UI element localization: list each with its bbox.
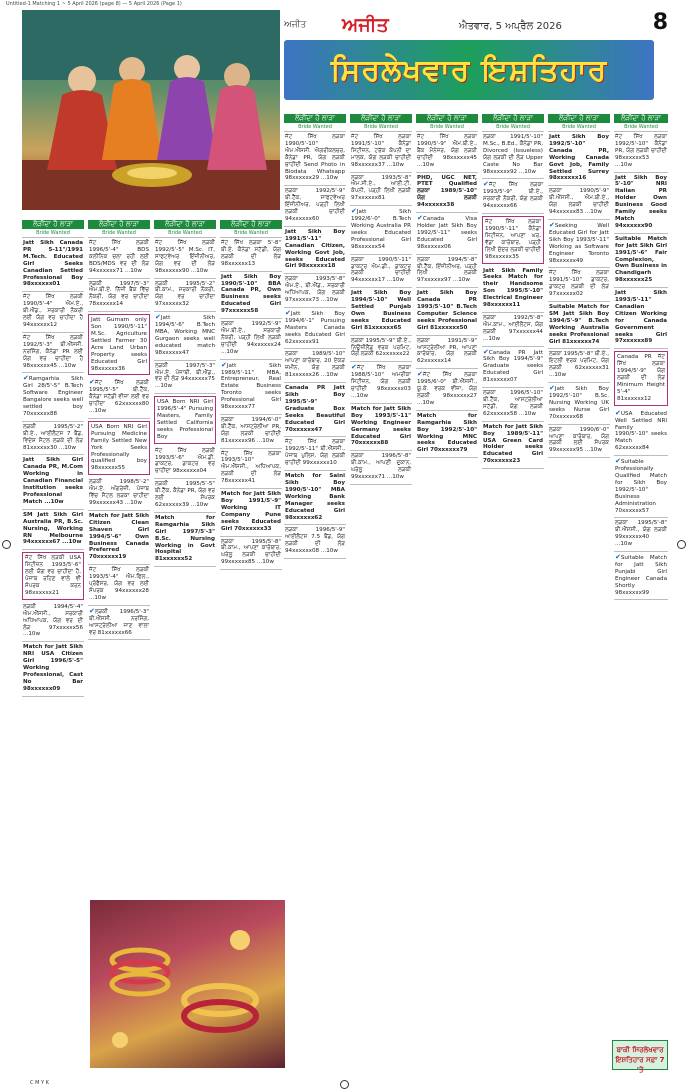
classified-ad: ਲੜਕਾ 1991/5'-10" M.Sc., B.Ed., ਕੈਨੇਡਾ PR, Divorced (Issueless) ਯੋਗ ਲੜਕੀ ਦੀ ਲੋੜ Upper Caste No Bar 98xxxxxx92 ...10w (482, 132, 544, 179)
column-subheader: Bride Wanted (614, 123, 668, 132)
classified-ad: ✔ Suitable Professionally Qualified Match for Sikh Boy 1992/5'-10" Business Administration 70xxxxxx57 (614, 456, 668, 518)
classified-ad: Jatt Sikh Boy 1990/5'-10" BBA Canada PR, Own Business seeks Educated Girl 97xxxxxx58 (220, 272, 282, 319)
classified-ad: ✔ Jatt Sikh 1992/6'-0" B.Tech Working Australia PR seeks Educated Professional Girl 98xxxxxx54 (350, 206, 412, 254)
classified-ad: Canada PR Jatt Sikh Boy 1995/5'-9" Graduate Box Seeks Beautiful Educated Girl 70xxxxxx47 (284, 383, 346, 437)
column-subheader: Bride Wanted (22, 229, 84, 238)
classified-ad: ✔ Canada PR Jatt Sikh Boy 1994/5'-9" Graduate seeks Educated Girl 81xxxxxx07 (482, 347, 544, 389)
print-slug: Untitled-1 Matching 1 ~ 5 April 2026 (page 8) — 5 April 2026 (Page 1) (6, 1, 182, 7)
illustration-women-festival-art (22, 10, 280, 210)
classified-column (88, 220, 150, 895)
column-header: ਲੋੜੀਂਦਾ ਹੈ ਲਾੜਾ (284, 114, 346, 123)
classified-ad: ਲੜਕਾ 1996/5'-8" ਬੀ.ਕਾਮ., ਆਪਣੀ ਦੁਕਾਨ, ਘਰੇਲੂ ਲੜਕੀ 99xxxxxx71 ...10w (350, 451, 412, 485)
classified-ad: ਜੱਟ ਸਿੱਖ ਲੜਕੀ 1996/5'-4" BDS ਕਲੀਨਿਕ ਚਲਾ ਰਹੀ ਲਈ BDS/MDS ਵਰ ਦੀ ਲੋੜ 94xxxxxx71 ...10w (88, 238, 150, 279)
issue-date: ਐਤਵਾਰ, 5 ਅਪ੍ਰੈਲ 2026 (459, 21, 562, 32)
page-number: 8 (652, 10, 668, 35)
footer-continuation-note (612, 1040, 668, 1074)
classified-ad: ਲੜਕਾ 1992/5'-9" ਐਮ.ਬੀ.ਏ., ਸਰਕਾਰੀ ਨੌਕਰੀ, ਪੜ੍ਹੀ ਲਿਖੀ ਲੜਕੀ ਚਾਹੀਦੀ 94xxxxxx24 ...10w (220, 319, 282, 360)
column-subheader: Bride Wanted (350, 123, 412, 132)
column-header: ਲੋੜੀਂਦਾ ਹੈ ਲਾੜਾ (22, 220, 84, 229)
classified-ad: ਲੜਕਾ 1992/5'-8" ਐਮ.ਕਾਮ., ਆਈਲੈਟਸ, ਯੋਗ ਲੜਕੀ 97xxxxxx44 ...10w (482, 313, 544, 347)
classified-ad: ਜੱਟ ਸਿੱਖ ਲੜਕਾ 1991/5'-10" ਡਾਕਟਰ, ਡਾਕਟਰ ਲੜਕੀ ਦੀ ਲੋੜ 97xxxxxx02 (548, 268, 610, 302)
classified-column (482, 114, 544, 1069)
classified-column (350, 114, 412, 1069)
classified-ad: ਲੜਕਾ 1993/5'-8" ਐਮ.ਏ., ਬੀ.ਐੱਡ., ਸਰਕਾਰੀ ਅਧਿਆਪਕ, ਯੋਗ ਲੜਕੀ 97xxxxxx73 ...10w (284, 274, 346, 308)
classified-ad: ਲੜਕਾ 1991/5'-9" ਆਸਟ੍ਰੇਲੀਆ PR, ਆਪਣਾ ਕਾਰੋਬਾਰ, ਯੋਗ ਲੜਕੀ 62xxxxxx14 (416, 336, 478, 370)
classified-ad: ਲੜਕੀ 1998/5'-2" ਐਮ.ਏ. ਅੰਗਰੇਜ਼ੀ, ਪੰਜਾਬ ਵਿੱਚ ਸੈਟਲ ਲੜਕਾ ਚਾਹੀਦਾ 99xxxxxx43 ...10w (88, 477, 150, 511)
classified-ad: Match for Jatt Sikh NRI USA Citizen Girl 1996/5'-5" Working Professional, Cast No Bar 98xxxxxx09 (22, 642, 84, 696)
column-subheader: Bride Wanted (482, 123, 544, 132)
classified-column (22, 220, 84, 1065)
classified-ad: Match for Ramgarhia Sikh Girl 1997/5'-3" B.Sc. Nursing Working in Govt Hospital 81xxxxxx52 (154, 513, 216, 567)
classified-ad: ਲੜਕੀ 1995/5'-5" ਬੀ.ਟੈੱਕ, ਕੈਨੇਡਾ PR, ਯੋਗ ਵਰ ਲਈ ਸੰਪਰਕ 62xxxxxx39 ...10w (154, 479, 216, 513)
classified-ad: ਜੱਟ ਸਿੱਖ ਲੜਕੀ 1993/5'-6" ਐਮ.ਡੀ. ਡਾਕਟਰ, ਡਾਕਟਰ ਵਰ ਚਾਹੀਦਾ 98xxxxxx04 (154, 446, 216, 480)
column-subheader: Bride Wanted (154, 229, 216, 238)
classified-ad: ✔ Canada Visa Holder Jatt Sikh Boy 1992/5'-11" seeks Educated Girl 98xxxxxx06 (416, 213, 478, 255)
column-header: ਲੋੜੀਂਦਾ ਹੈ ਲਾੜਾ (88, 220, 150, 229)
column-subheader: Bride Wanted (220, 229, 282, 238)
color-bar-label: C M Y K (30, 1080, 49, 1086)
classified-ad: Jatt Sikh 1993/5'-11" Canadian Citizen Working for Canada Government seeks Girl 97xxxxxx89 (614, 288, 668, 349)
classified-ad: Canada PR ਜੱਟ ਸਿੱਖ ਲੜਕਾ 1994/5'-9" ਯੋਗ ਲੜਕੀ ਦੀ ਲੋੜ Minimum Height 5'-4" 81xxxxxx12 (614, 351, 668, 405)
column-header: ਲੋੜੀਂਦਾ ਹੈ ਲਾੜਾ (416, 114, 478, 123)
classified-ad: ਜੱਟ ਸਿੱਖ ਲੜਕੀ 1993/5'-4" ਐਮ.ਫਿਲ., ਪ੍ਰੋਫੈਸਰ, ਯੋਗ ਵਰ ਲਈ ਸੰਪਰਕ 94xxxxxx28 ...10w (88, 565, 150, 606)
classified-ad: Match for Saini Sikh Boy 1990/5'-10" MBA Working Bank Manager seeks Educated Girl 98xxxxxx62 (284, 471, 346, 525)
classified-ad: ਲੜਕੀ 1997/5'-3" ਐਮ.ਬੀ.ਏ. ਨਿੱਜੀ ਬੈਂਕ ਵਿੱਚ ਨੌਕਰੀ, ਯੋਗ ਵਰ ਚਾਹੀਦਾ 78xxxxxx14 (88, 279, 150, 313)
classified-ad: ਜੱਟ ਸਿੱਖ ਲੜਕਾ 1992/5'-11" ਬੀ.ਐੱਸਸੀ., ਪੰਜਾਬ ਪੁਲਿਸ, ਯੋਗ ਲੜਕੀ ਚਾਹੀਦੀ 99xxxxxx10 (284, 437, 346, 471)
newspaper-page (22, 10, 668, 1082)
classified-ad: Suitable Match for SM Jatt Sikh Boy 1994/5'-9" B.Tech Working Australia seeks Professional Girl 81xxxxxx74 (548, 302, 610, 349)
classified-ad: ਲੜਕੀ 1995/5'-2" ਬੀ.ਏ., ਆਈਲੈਟਸ 7 ਬੈਂਡ, ਵਿਦੇਸ਼ ਸੈਟਲ ਲੜਕੇ ਦੀ ਲੋੜ 81xxxxxx30 ...10w (22, 422, 84, 456)
classified-ad: ✔ ਜੱਟ ਸਿੱਖ ਲੜਕਾ 1988/5'-10" ਅਮਰੀਕਾ ਸਿਟੀਜ਼ਨ, ਯੋਗ ਲੜਕੀ ਚਾਹੀਦੀ 98xxxxxx03 ...10w (350, 362, 412, 404)
classified-ad: ਜੱਟ ਸਿੱਖ ਲੜਕੀ 1992/5'-3" ਬੀ.ਐੱਸਸੀ. ਨਰਸਿੰਗ, ਕੈਨੇਡਾ PR ਲਈ ਯੋਗ ਵਰ ਚਾਹੀਦਾ ਹੈ 98xxxxxx45 ...10w (22, 333, 84, 374)
classified-ad: Jatt Sikh Boy Canada PR 1993/5'-10" B.Tech Computer Science seeks Professional Girl 81xxxxxx50 (416, 288, 478, 335)
column-header: ਲੋੜੀਂਦਾ ਹੈ ਲਾੜਾ (482, 114, 544, 123)
classified-ad: ਲੜਕਾ 1989/5'-10" ਆਪਣਾ ਕਾਰੋਬਾਰ, 20 ਏਕੜ ਜ਼ਮੀਨ, ਯੋਗ ਲੜਕੀ 81xxxxxx26 ...10w (284, 349, 346, 383)
column-subheader: Bride Wanted (88, 229, 150, 238)
classified-ad: ਲੜਕਾ 1996/5'-10" ਬੀ.ਟੈੱਕ, ਆਸਟ੍ਰੇਲੀਆ ਸਟੱਡੀ, ਯੋਗ ਲੜਕੀ 62xxxxxx58 ...10w (482, 388, 544, 422)
classified-ad: USA Born NRI Girl 1996/5'-4" Pursuing Masters, Family Settled California seeks Professional Boy (154, 396, 216, 443)
classified-ad: ਲੜਕਾ 1994/5'-8" ਬੀ.ਟੈੱਕ, ਇੰਜੀਨੀਅਰ, ਪੜ੍ਹੀ ਲਿਖੀ ਲੜਕੀ 97xxxxxx97 ...10w (416, 255, 478, 289)
classified-ad: ✔ Seeking Well Educated Girl for Jatt Sikh Boy 1993/5'-11" Working as Software Engineer Toronto 98xxxxxx49 (548, 220, 610, 268)
classified-column (416, 114, 478, 1069)
classified-ad: ਜੱਟ ਸਿੱਖ ਲੜਕਾ 5'-8" ਬੀ.ਏ. ਕੈਨੇਡਾ ਸਟੱਡੀ, ਯੋਗ ਲੜਕੀ ਦੀ ਲੋੜ 98xxxxxx13 (220, 238, 282, 272)
classified-ad: ਲੜਕਾ 1995/5'-8" ਬੀ.ਐੱਸਸੀ., ਯੋਗ ਲੜਕੀ 99xxxxxx40 ...10w (614, 518, 668, 552)
classified-ad: USA Born NRI Girl Pursuing Medicine Family Settled New York Seeks Professionally qualified boy 98xxxxxx55 (88, 421, 150, 475)
classified-ad: Jatt Sikh Canada PR 5-11"/1991 M.Tech. Educated Girl Seeks Canadian Settled Professional Boy 98xxxxxx01 (22, 238, 84, 292)
classified-ad: ✔ Jatt Sikh Boy 1994/6'-1" Pursuing Masters Canada seeks Educated Girl 62xxxxxx91 (284, 308, 346, 350)
classified-ad: Jatt Gurnam only Son 1990/5'-11" M.Sc. Agriculture Settled Farmer 30 Acre Land Urban Property seeks Educated Girl 98xxxxxx36 (88, 314, 150, 375)
classified-ad: ਲੜਕਾ 1995/5'-8" ਬੀ.ਏ., ਇਟਲੀ ਵਰਕ ਪਰਮਿਟ, ਯੋਗ ਲੜਕੀ 62xxxxxx31 ...10w (548, 349, 610, 383)
classified-ad: SM Jatt Sikh Girl Australia PR, B.Sc. Nursing, Working RN Melbourne 94xxxxxx67 ...10w (22, 510, 84, 551)
classified-ad: ਜੱਟ ਸਿੱਖ ਲੜਕਾ 1992/5'-10" ਕੈਨੇਡਾ PR, ਯੋਗ ਲੜਕੀ ਚਾਹੀਦੀ 98xxxxxx53 ...10w (614, 132, 668, 173)
classified-ad: ਲੜਕਾ 1993/5'-8" ਐਮ.ਸੀ.ਏ., ਆਈ.ਟੀ. ਕੰਪਨੀ, ਪੜ੍ਹੀ ਲਿਖੀ ਲੜਕੀ 97xxxxxx81 (350, 173, 412, 207)
classified-ad: ਲੜਕੀ 1997/5'-3" ਐਮ.ਏ. ਪੰਜਾਬੀ, ਬੀ.ਐੱਡ., ਵਰ ਦੀ ਲੋੜ 94xxxxxx75 ...10w (154, 361, 216, 395)
brand-small-label: ਅਜੀਤ (284, 20, 307, 30)
masthead (284, 10, 668, 106)
classified-ad: ਲੜਕਾ 1990/6'-0" ਆਪਣਾ ਕਾਰੋਬਾਰ, ਯੋਗ ਲੜਕੀ ਲਈ ਸੰਪਰਕ 99xxxxxx95 ...10w (548, 425, 610, 459)
classified-ad: ਜੱਟ ਸਿੱਖ ਲੜਕੀ 1990/5'-4" ਐਮ.ਏ., ਬੀ.ਐੱਡ., ਸਰਕਾਰੀ ਨੌਕਰੀ ਲਈ ਯੋਗ ਵਰ ਚਾਹੀਦਾ ਹੈ 94xxxxxx12 (22, 292, 84, 333)
classified-ad: ✔ Suitable Match for Jatt Sikh Punjabi Girl Engineer Canada Shortly 98xxxxxx99 (614, 552, 668, 600)
illustration-bangles (90, 900, 285, 1068)
registration-mark-right (677, 540, 686, 549)
classified-ad: Jatt Sikh Girl Canada PR, M.Com Working in Canadian Financial Institution seeks Professional Match ...10w (22, 455, 84, 509)
classified-column (220, 220, 282, 895)
classified-ad: ਜੱਟ ਸਿੱਖ ਲੜਕਾ 1991/5'-10" ਕੈਨੇਡਾ ਸਿਟੀਜ਼ਨ, ਟਰੱਕ ਕੰਪਨੀ ਦਾ ਮਾਲਕ, ਯੋਗ ਲੜਕੀ ਚਾਹੀਦੀ 98xxxxxx37 ...10w (350, 132, 412, 173)
classified-ad: ✔ Ramgarhia Sikh Girl 28/5'-5" B.Tech Software Engineer Bangalore seeks well settled boy 70xxxxxx88 (22, 373, 84, 421)
classified-ad: ਲੜਕਾ 1992/5'-9" ਬੀ.ਟੈੱਕ, ਸਾਫਟਵੇਅਰ ਇੰਜੀਨੀਅਰ, ਪੜ੍ਹੀ ਲਿਖੀ ਲੜਕੀ ਚਾਹੀਦੀ 94xxxxxx60 (284, 186, 346, 227)
section-title-band (284, 40, 654, 100)
classified-ad: ✔ Jatt Sikh Boy 1992/5'-10" B.Sc. Nursing Working UK seeks Nurse Girl 70xxxxxx68 (548, 383, 610, 425)
classified-ad: ✔ USA Educated Well Settled NRI Family 1990/5'-10" seeks Match 62xxxxxx84 (614, 408, 668, 456)
classified-ad: ✔ ਜੱਟ ਸਿੱਖ ਲੜਕਾ 1993/5'-9" ਬੀ.ਏ., ਸਰਕਾਰੀ ਨੌਕਰੀ, ਯੋਗ ਲੜਕੀ 94xxxxxx66 (482, 179, 544, 214)
illustration-bangles-art (90, 900, 285, 1068)
classified-ad: ਲੜਕੀ 1994/5'-4" ਐਮ.ਐੱਸਸੀ., ਸਰਕਾਰੀ ਅਧਿਆਪਕ, ਯੋਗ ਵਰ ਦੀ ਲੋੜ 97xxxxxx56 ...10w (22, 602, 84, 643)
classified-ad: ਲੜਕਾ 1990/5'-11" ਡਾਕਟਰ ਐਮ.ਡੀ., ਡਾਕਟਰ ਲੜਕੀ ਚਾਹੀਦੀ 94xxxxxx17 ...10w (350, 255, 412, 289)
classified-column (548, 114, 610, 1069)
column-header: ਲੋੜੀਂਦਾ ਹੈ ਲਾੜਾ (220, 220, 282, 229)
classified-ad: Suitable Match for Jatt Sikh Girl 1991/5'-6" Fair Complexion, Own Business in Chandigarh 98xxxxxx25 (614, 234, 668, 288)
registration-mark-left (2, 540, 11, 549)
column-header: ਲੋੜੀਂਦਾ ਹੈ ਲਾੜਾ (154, 220, 216, 229)
classified-ad: ਲੜਕਾ 1994/6'-0" ਬੀ.ਟੈੱਕ, ਆਸਟ੍ਰੇਲੀਆ PR, ਯੋਗ ਲੜਕੀ ਚਾਹੀਦੀ 81xxxxxx96 ...10w (220, 415, 282, 449)
classified-ad: ਜੱਟ ਸਿੱਖ ਲੜਕੀ USA ਸਿਟੀਜ਼ਨ 1993/5'-6" ਲਈ ਯੋਗ ਵਰ ਚਾਹੀਦਾ ਹੈ, ਪੰਜਾਬ ਰਹਿਣ ਵਾਲੇ ਵੀ ਸੰਪਰਕ ਕਰਨ 98xxxxxx21 (22, 552, 84, 599)
classified-ad: Jatt Sikh Family Seeks Match for their Handsome Son 1995/5'-10" Electrical Engineer 98xxxxxx11 (482, 266, 544, 313)
registration-mark-bottom (340, 1080, 349, 1089)
classified-ad: ✔ ਜੱਟ ਸਿੱਖ ਲੜਕਾ 1995/6'-0" ਬੀ.ਐੱਸਸੀ., ਯੂ.ਕੇ. ਵਰਕ ਵੀਜ਼ਾ, ਯੋਗ ਲੜਕੀ 98xxxxxx27 ...10w (416, 369, 478, 411)
newspaper-brand: ਅਜੀਤ (342, 14, 389, 36)
classified-ad: Jatt Sikh Boy 1991/5'-11" Canadian Citizen, Working Govt Job, seeks Educated Girl 98xxxxxx18 (284, 227, 346, 274)
footer-line-2: ਇਸ਼ਤਿਹਾਰ ਸਫ਼ਾ 7 'ਤੇ (615, 1056, 665, 1074)
classified-ad: ਜੱਟ ਸਿੱਖ ਲੜਕਾ 1990/5'-11" ਕੈਨੇਡਾ ਸਿਟੀਜ਼ਨ, ਆਪਣਾ ਘਰ, ਵੱਡਾ ਕਾਰੋਬਾਰ, ਪੜ੍ਹੀ ਲਿਖੀ ਸੁੰਦਰ ਲੜਕੀ ਚਾਹੀਦੀ 98xxxxxx35 (482, 216, 544, 263)
classified-ad: Match for Jatt Sikh Boy 1993/5'-11" Working Engineer Germany seeks Educated Girl 70xxxxxx88 (350, 404, 412, 451)
masthead-top-line (284, 14, 624, 34)
section-title: ਸਿਰਲੇਖਵਾਰ ਇਸ਼ਤਿਹਾਰ (330, 52, 608, 88)
classified-ad: ✔ Jatt Sikh 1994/5'-6" B.Tech MBA, Working MNC Gurgaon seeks well educated match 98xxxxxx47 (154, 312, 216, 360)
illustration-women-festival (22, 10, 280, 210)
classified-column (284, 114, 346, 1069)
classified-ad: ਜੱਟ ਸਿੱਖ ਲੜਕਾ 1990/5'-9" ਐਮ.ਬੀ.ਏ., ਬੈਂਕ ਮੈਨੇਜਰ, ਯੋਗ ਲੜਕੀ ਚਾਹੀਦੀ 98xxxxxx45 ...10w (416, 132, 478, 173)
column-subheader: Bride Wanted (284, 123, 346, 132)
footer-line-1: ਬਾਕੀ ਸਿਰਲੇਖਵਾਰ (616, 1046, 664, 1054)
classified-ad: Match for Jatt Sikh Boy 1989/5'-11" USA Green Card Holder seeks Educated Girl 70xxxxxx23 (482, 422, 544, 469)
column-header: ਲੋੜੀਂਦਾ ਹੈ ਲਾੜਾ (548, 114, 610, 123)
classified-ad: Jatt Sikh Boy 5'-10" NRI Italian PR Holder Own Business Good Family seeks Match 94xxxxxx90 (614, 173, 668, 234)
classified-ad: PHD, UGC NET, PTET Qualified ਲੜਕਾ 1989/5'-10" ਯੋਗ ਲੜਕੀ 94xxxxxx38 (416, 173, 478, 214)
classified-ad: Jatt Sikh Boy 1994/5'-10" Well Settled Punjab Own Business seeks Educated Girl 81xxxxxx65 (350, 288, 412, 335)
classified-ad: ਜੱਟ ਸਿੱਖ ਲੜਕੀ 1992/5'-5" M.Sc. IT, ਸਾਫਟਵੇਅਰ ਇੰਜੀਨੀਅਰ, ਯੋਗ ਵਰ ਦੀ ਲੋੜ 98xxxxxx90 ...10w (154, 238, 216, 279)
classified-ad: ਲੜਕਾ 1996/5'-9" ਆਈਲੈਟਸ 7.5 ਬੈਂਡ, ਯੋਗ ਲੜਕੀ ਦੀ ਲੋੜ 94xxxxxx08 ...10w (284, 525, 346, 559)
classified-ad: ਲੜਕੀ 1995/5'-2" ਬੀ.ਕਾਮ., ਸਰਕਾਰੀ ਨੌਕਰੀ, ਯੋਗ ਵਰ ਚਾਹੀਦਾ 97xxxxxx32 (154, 279, 216, 313)
column-subheader: Bride Wanted (548, 123, 610, 132)
classified-ad: Match for Ramgarhia Sikh Boy 1992/5'-10" Working MNC seeks Educated Girl 70xxxxxx79 (416, 411, 478, 458)
classified-ad: ਜੱਟ ਸਿੱਖ ਲੜਕਾ 1993/5'-10" ਐਮ.ਐੱਸਸੀ., ਅਧਿਆਪਕ, ਲੜਕੀ ਦੀ ਲੋੜ 78xxxxxx41 (220, 449, 282, 490)
classified-ad: ✔ Jatt Sikh 1989/5'-11" MBA, Entrepreneur, Real Estate Business Toronto seeks Professional Girl 98xxxxxx77 (220, 360, 282, 415)
classified-ad: ਲੜਕਾ 1995/5'-9" ਬੀ.ਏ., ਨਿਊਜ਼ੀਲੈਂਡ ਵਰਕ ਪਰਮਿਟ, ਯੋਗ ਲੜਕੀ 62xxxxxx22 (350, 336, 412, 363)
classified-ad: ✔ ਜੱਟ ਸਿੱਖ ਲੜਕੀ 1995/5'-5" ਬੀ.ਟੈੱਕ, ਕੈਨੇਡਾ ਸਟੱਡੀ ਵੀਜ਼ਾ ਲਈ ਵਰ ਚਾਹੀਦਾ 62xxxxxx80 ...10w (88, 377, 150, 419)
classified-column (614, 114, 668, 1034)
classified-ad: Jatt Sikh Boy 1992/5'-10" Canada PR, Working Canada Govt Job, Family Settled Surrey 98xxxxxx16 (548, 132, 610, 186)
classified-ad: ✔ ਲੜਕੀ 1996/5'-3" ਬੀ.ਐੱਸਸੀ. ਨਰਸਿੰਗ, ਆਸਟ੍ਰੇਲੀਆ ਜਾਣ ਵਾਲਾ ਵਰ 81xxxxxx66 (88, 606, 150, 641)
column-header: ਲੋੜੀਂਦਾ ਹੈ ਲਾੜਾ (350, 114, 412, 123)
column-subheader: Bride Wanted (416, 123, 478, 132)
classified-ad: ਲੜਕਾ 1990/5'-9" ਬੀ.ਐੱਸਸੀ., ਐਮ.ਬੀ.ਏ., ਯੋਗ ਲੜਕੀ ਚਾਹੀਦੀ 94xxxxxx83 ...10w (548, 186, 610, 220)
classified-ad: Match for Jatt Sikh Citizen Clean Shaven Girl 1994/5'-6" Own Business Canada Preferred 70xxxxxx19 (88, 511, 150, 565)
classified-column (154, 220, 216, 895)
classified-ad: ਜੱਟ ਸਿੱਖ ਲੜਕਾ 1990/5'-10" ਐਮ.ਐੱਸਸੀ. ਐਗਰੀਕਲਚਰ, ਕੈਨੇਡਾ PR, ਯੋਗ ਲੜਕੀ ਚਾਹੀਦੀ Send Photo in Biodata Whatsapp 98xxxxxx29 ...10w (284, 132, 346, 186)
classified-ad: ਲੜਕਾ 1995/5'-8" ਬੀ.ਕਾਮ., ਆਪਣਾ ਕਾਰੋਬਾਰ, ਘਰੇਲੂ ਲੜਕੀ ਚਾਹੀਦੀ 99xxxxxx85 ...10w (220, 537, 282, 571)
classified-ad: Match for Jatt Sikh Boy 1991/5'-9" Working IT Company Pune seeks Educated Girl 70xxxxxx33 (220, 489, 282, 536)
column-header: ਲੋੜੀਂਦਾ ਹੈ ਲਾੜਾ (614, 114, 668, 123)
